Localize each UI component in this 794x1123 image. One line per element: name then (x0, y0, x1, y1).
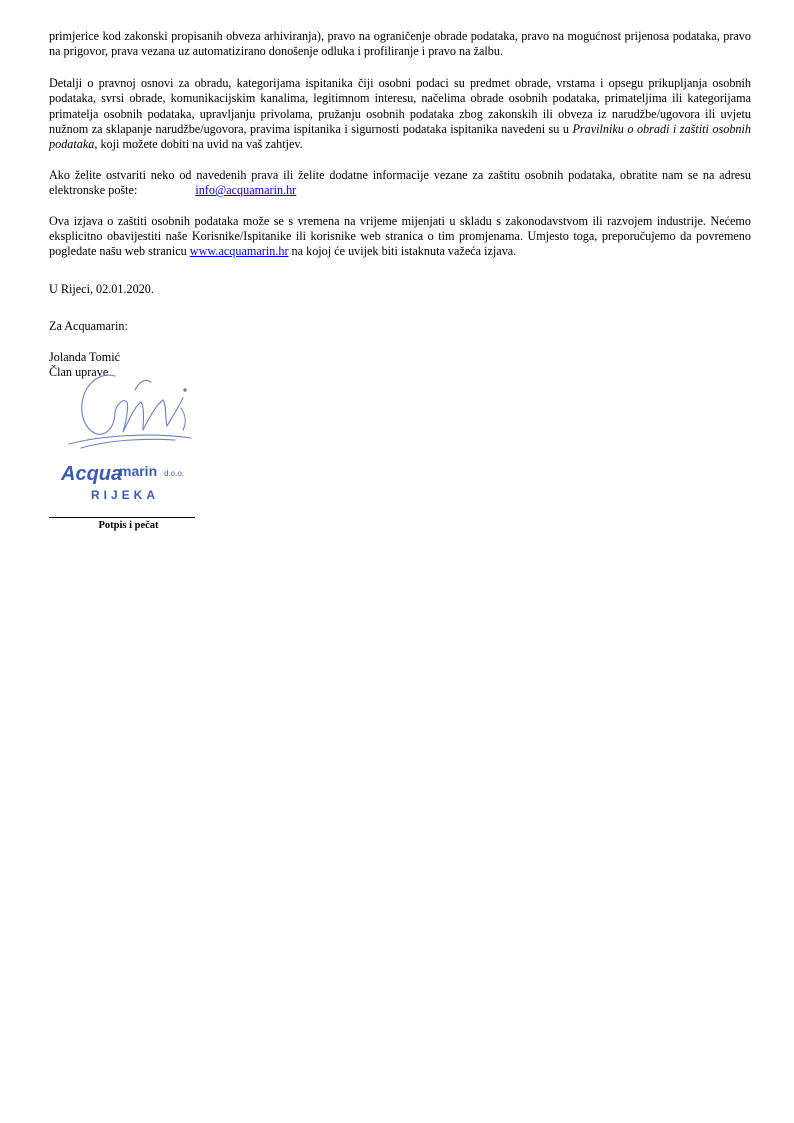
paragraph-changes-text: Ova izjava o zaštiti osobnih podataka može se s vremena na vrijeme mijenjati u skladu s zakonodavstvom ili razvojem industrije. Nećemo eksplicitno obavijestiti naše Korisnike/Ispitanike ili korisnike web stranica o tim promjenama. Umjesto toga, preporučujemo da povremeno pogledate našu web stranicu (49, 213, 751, 259)
signature-and-stamp (49, 368, 209, 518)
document-body (49, 29, 751, 381)
signer-name: Jolanda Tomić (49, 349, 121, 364)
handwritten-signature (69, 375, 191, 448)
paragraph-details-text: Detalji o pravnoj osnovi za obradu, kategorijama ispitanika čiji osobni podaci su predmet obrade, vrstama i opsegu prikupljanja osobnih podataka, svrsi obrade, komunikacijskim kanalima, legitimnom interesu, načelima obrade osobnih podataka, primateljima ili kategorijama primatelja osobnih podataka, upravljanju privolama, pružanju osobnih podataka zbog zakonskih ili obveza iz narudžbe/ugovora ili uvjetu nužnom za sklapanje narudžbe/ugovora, pravima ispitanika i sigurnosti podataka ispitanika navedeni su u (49, 75, 751, 137)
paragraph-rights: primjerice kod zakonski propisanih obveza arhiviranja), pravo na ograničenje obrade podataka, pravo na mogućnost prijenosa podataka, pravo na prigovor, prava vezana uz automatizirano donošenje odluka i profiliranje i pravo na žalbu. (49, 29, 751, 59)
paragraph-changes (49, 214, 751, 260)
stamp-brand-b: marin (119, 463, 158, 479)
signer-title: Član uprave (49, 365, 109, 380)
rulebook-title: Pravilniku o obradi i zaštiti osobnih podataka (49, 122, 752, 152)
website-link[interactable]: www.acquamarin.hr (189, 244, 289, 259)
company-line: Za Acquamarin: (49, 319, 128, 334)
paragraph-details-end: , koji možete dobiti na uvid na vaš zahtjev. (94, 137, 303, 152)
stamp-brand-suffix: d.o.o. (164, 469, 185, 478)
stamp-city: RIJEKA (91, 488, 160, 502)
signature-stamp-graphic (49, 368, 209, 518)
company-stamp (60, 463, 184, 502)
date-line: U Rijeci, 02.01.2020. (49, 281, 154, 296)
signature-line (49, 517, 195, 518)
paragraph-changes-end: na kojoj će uvijek biti istaknuta važeća izjava. (288, 244, 517, 259)
email-link[interactable]: info@acquamarin.hr (195, 183, 297, 198)
paragraph-contact (49, 168, 751, 199)
paragraph-details (49, 76, 751, 153)
signature-caption: Potpis i pečat (98, 520, 159, 531)
paragraph-contact-text: Ako želite ostvariti neko od navedenih prava ili želite dodatne informacije vezane za zaštitu osobnih podataka, obratite nam se na adresu elektronske pošte: (49, 167, 751, 198)
stamp-brand-a: Acqua (61, 463, 123, 485)
